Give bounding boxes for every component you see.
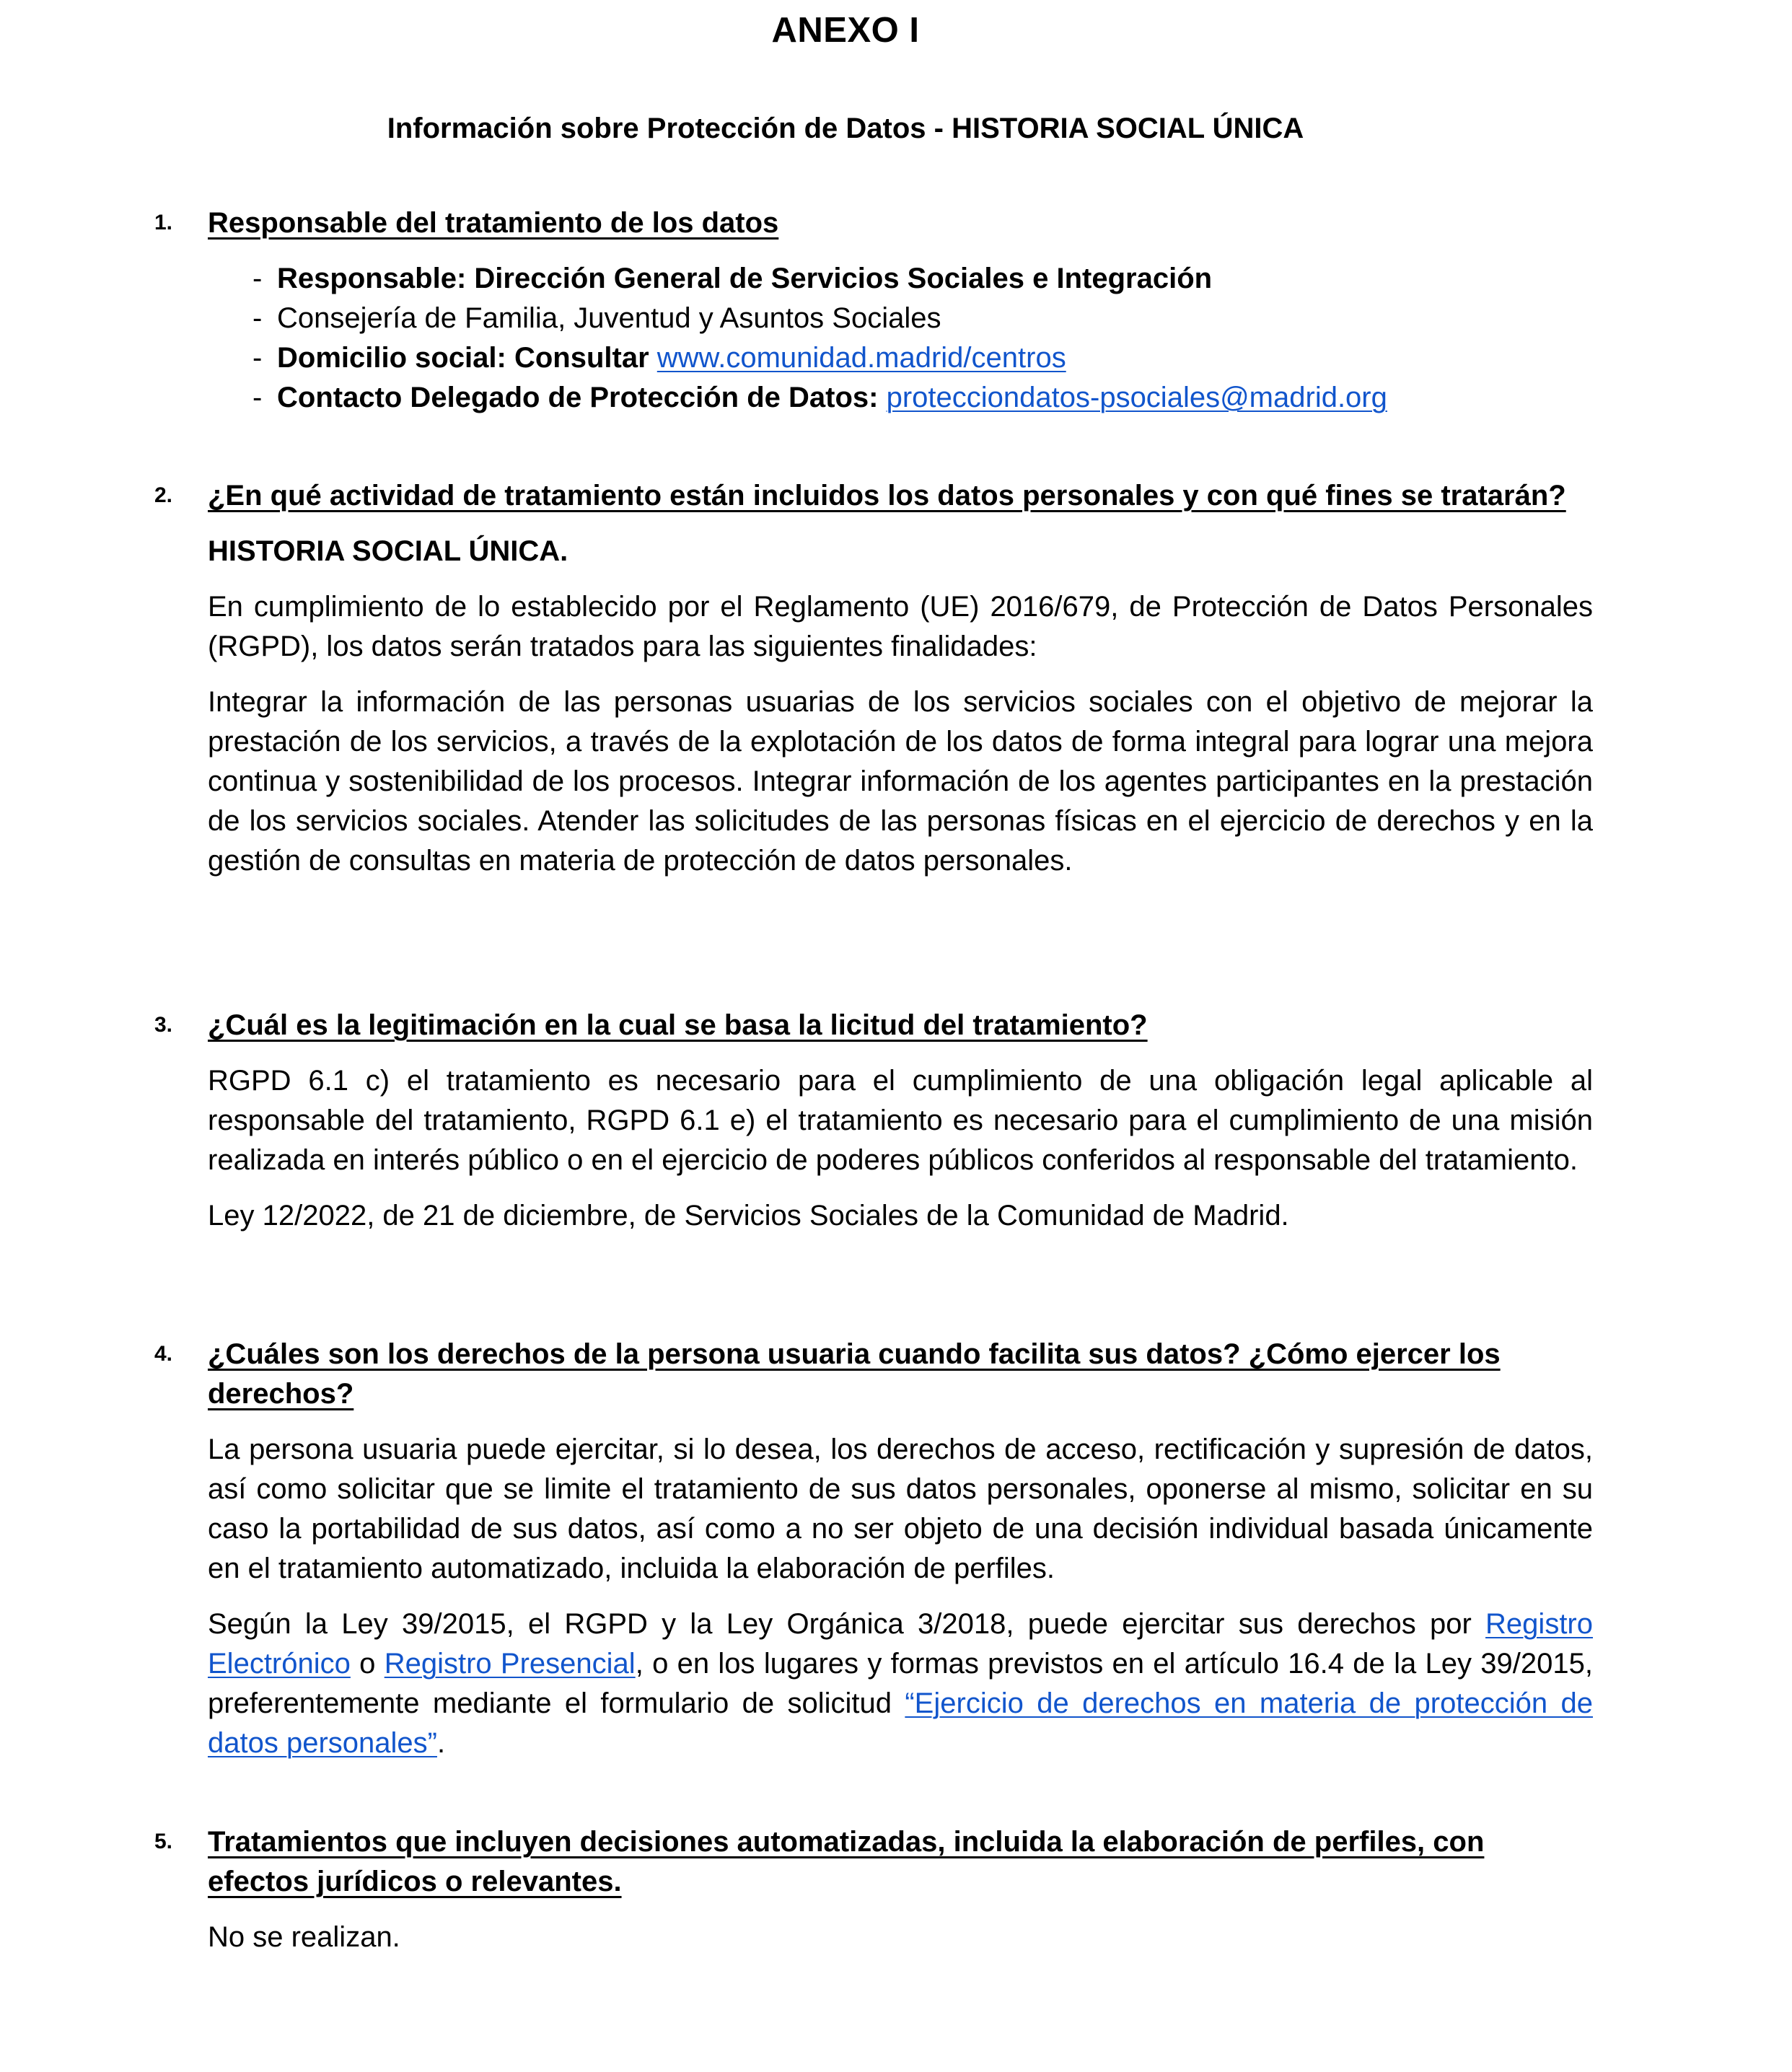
paragraph: Ley 12/2022, de 21 de diciembre, de Servicios Sociales de la Comunidad de Madrid. [208,1200,1289,1232]
list-item [252,338,1593,378]
list-item [252,378,1593,418]
registro-presencial-link[interactable]: Registro Presencial [384,1648,636,1680]
section-heading: Tratamientos que incluyen decisiones automatizadas, incluida la elaboración de perfiles, con efectos jurídicos o relevantes. [208,1826,1485,1897]
document-title: ANEXO I [771,11,920,50]
centros-link[interactable]: www.comunidad.madrid/centros [656,342,1066,374]
section-heading: Responsable del tratamiento de los datos [208,207,779,239]
section-3 [154,1006,1593,1236]
formulario-link[interactable]: “Ejercicio de derechos en materia de protección de datos personales” [208,1687,1593,1759]
section-5 [154,1822,1593,1957]
section-4 [154,1335,1593,1763]
paragraph: En cumplimiento de lo establecido por el Reglamento (UE) 2016/679, de Protección de Datos Personales (RGPD), los datos serán tratados para las siguientes finalidades: [208,591,1593,662]
list-item [252,299,1593,338]
responsable-list [208,259,1593,418]
dash-marker: - [252,382,263,413]
section-heading: ¿En qué actividad de tratamiento están incluidos los datos personales y con qué fines se tratarán? [208,480,1566,512]
section-number: 3. [154,1013,173,1037]
paragraph: RGPD 6.1 c) el tratamiento es necesario para el cumplimiento de una obligación legal aplicable al responsable del tratamiento, RGPD 6.1 e) el tratamiento es necesario para el cumplimiento de una misión realizada en interés público o en el ejercicio de poderes públicos conferidos al responsable del tratamiento. [208,1065,1593,1176]
domicilio-label: Domicilio social: Consultar [277,342,649,374]
paragraph: No se realizan. [208,1921,400,1953]
responsable-text: Responsable: Dirección General de Servicios Sociales e Integración [277,263,1213,294]
section-subheading: HISTORIA SOCIAL ÚNICA. [208,535,568,567]
paragraph-text: . [436,1727,446,1759]
list-item [252,259,1593,299]
section-heading: ¿Cuál es la legitimación en la cual se basa la licitud del tratamiento? [208,1009,1148,1041]
dash-marker: - [252,302,263,334]
registro-electronico-link[interactable]: Registro Electrónico [208,1608,1593,1680]
section-heading: ¿Cuáles son los derechos de la persona usuaria cuando facilita sus datos? ¿Cómo ejercer los derechos? [208,1338,1501,1410]
consejeria-text: Consejería de Familia, Juventud y Asuntos Sociales [277,302,941,334]
section-number: 4. [154,1342,173,1366]
section-1 [154,203,1593,418]
dash-marker: - [252,263,263,294]
section-2 [154,476,1593,881]
paragraph: La persona usuaria puede ejercitar, si lo desea, los derechos de acceso, rectificación y supresión de datos, así como solicitar que se limite el tratamiento de sus datos personales, oponerse al mismo, solicitar en su caso la portabilidad de sus datos, así como a no ser objeto de una decisión individual basada únicamente en el tratamiento automatizado, incluida la elaboración de perfiles. [208,1434,1593,1584]
section-number: 2. [154,483,173,507]
section-number: 1. [154,211,173,234]
contacto-label: Contacto Delegado de Protección de Datos: [277,382,879,413]
document-subtitle: Información sobre Protección de Datos - HISTORIA SOCIAL ÚNICA [387,113,1304,144]
paragraph [208,1605,1593,1763]
paragraph: Integrar la información de las personas usuarias de los servicios sociales con el objetivo de mejorar la prestación de los servicios, a través de la explotación de los datos de forma integral para lograr una mejora continua y sostenibilidad de los procesos. Integrar información de los agentes participantes en la prestación de los servicios sociales. Atender las solicitudes de las personas físicas en el ejercicio de derechos y en la gestión de consultas en materia de protección de datos personales. [208,686,1593,877]
dash-marker: - [252,342,263,374]
email-link[interactable]: protecciondatos-psociales@madrid.org [886,382,1387,413]
paragraph-text: Según la Ley 39/2015, el RGPD y la Ley Orgánica 3/2018, puede ejercitar sus derechos por [208,1608,1486,1640]
section-number: 5. [154,1830,173,1853]
paragraph-text: , o en los lugares y formas previstos en el artículo 16.4 de la Ley 39/2015, preferentemente mediante el formulario de solicitud [208,1648,1593,1719]
paragraph-text: o [350,1648,385,1680]
